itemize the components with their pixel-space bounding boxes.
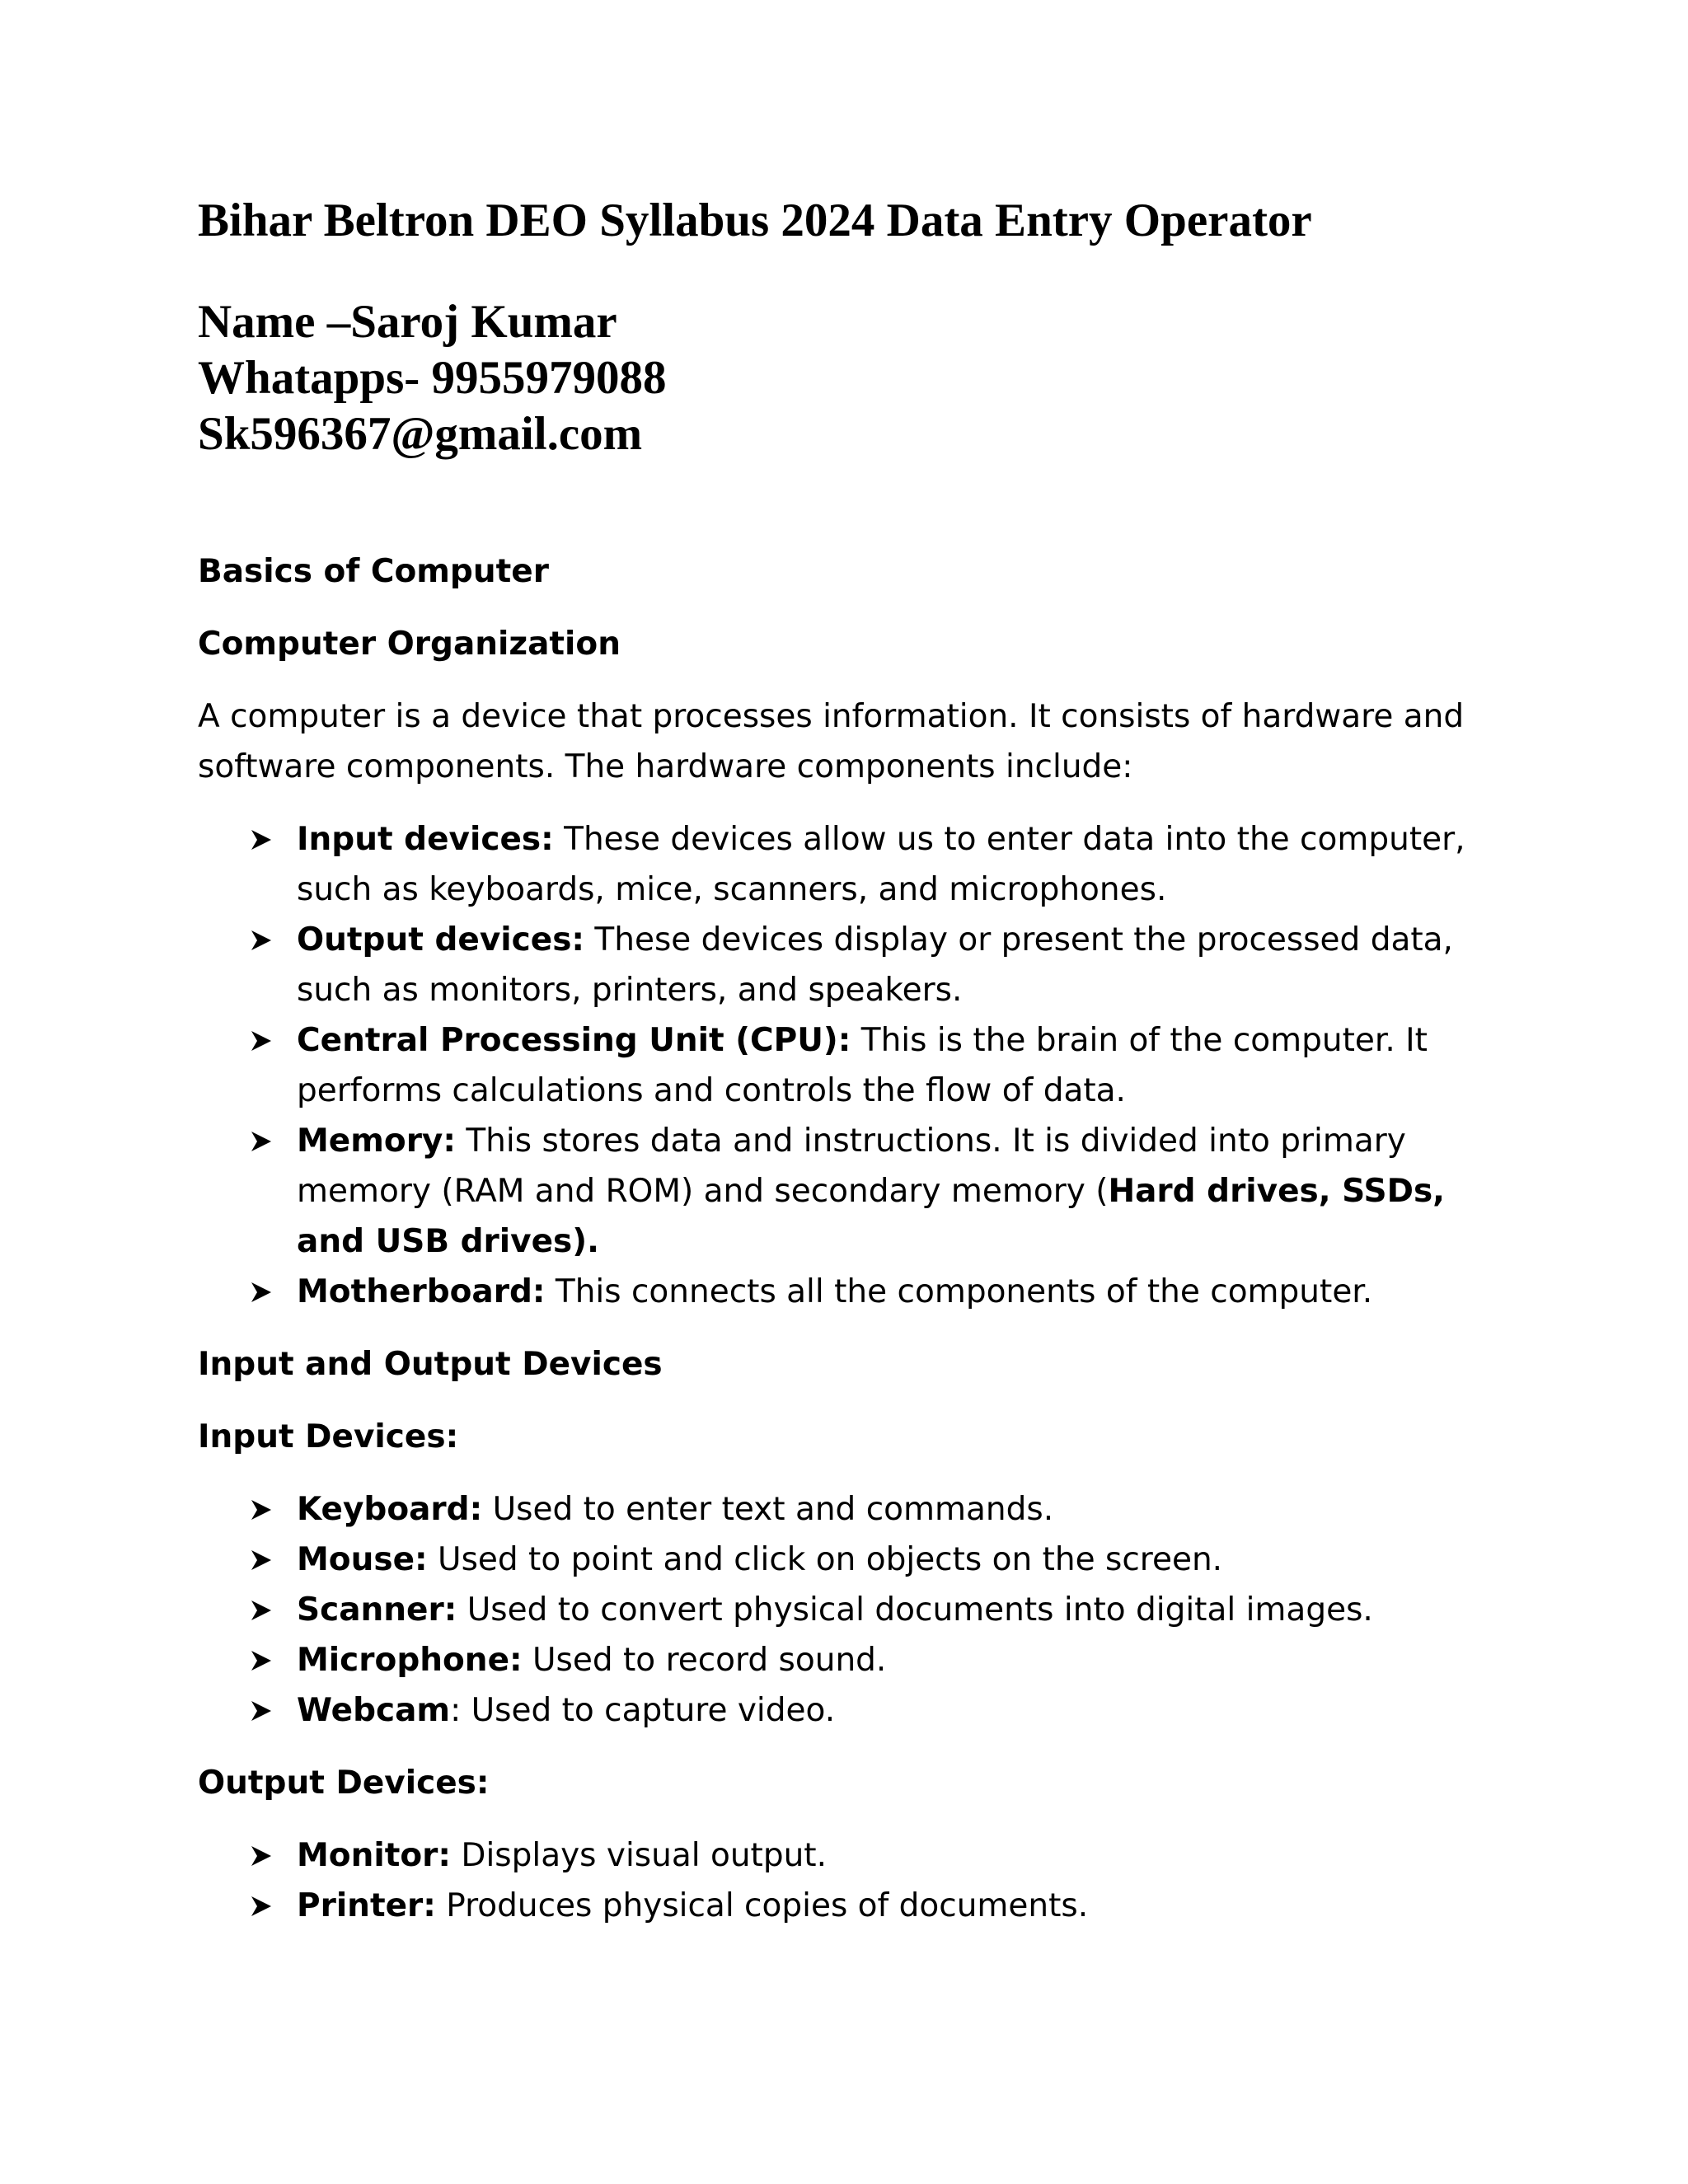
- section-heading: Basics of Computer: [198, 553, 549, 590]
- list-item: [297, 1484, 1517, 1535]
- item-term: Monitor:: [297, 1837, 452, 1874]
- arrow-bullet-icon: [249, 1129, 274, 1154]
- arrow-bullet-icon: [249, 1029, 274, 1053]
- item-text: : Used to capture video.: [450, 1692, 836, 1729]
- item-text: Used to convert physical documents into digital images.: [457, 1591, 1373, 1629]
- contact-whatsapp: Whatapps- 9955979088: [198, 352, 667, 404]
- item-text: Displays visual output.: [451, 1837, 827, 1874]
- item-text: Used to enter text and commands.: [482, 1491, 1054, 1528]
- arrow-bullet-icon: [249, 1497, 274, 1522]
- contact-block: [198, 294, 1517, 462]
- list-item: [297, 814, 1517, 915]
- input-devices-list: [198, 1484, 1517, 1736]
- arrow-bullet-icon: [249, 928, 274, 953]
- item-term: Scanner:: [297, 1591, 457, 1629]
- document-title: Bihar Beltron DEO Syllabus 2024 Data Entry Operator: [198, 194, 1312, 246]
- list-item: [297, 1535, 1517, 1585]
- output-devices-heading: Output Devices:: [198, 1765, 490, 1802]
- item-term: Input devices:: [297, 821, 554, 858]
- item-term: Keyboard:: [297, 1491, 483, 1528]
- item-text: This connects all the components of the computer.: [545, 1273, 1373, 1310]
- list-item: [297, 915, 1517, 1015]
- arrow-bullet-icon: [249, 1648, 274, 1673]
- intro-paragraph: A computer is a device that processes information. It consists of hardware and software components. The hardware components include:: [198, 698, 1465, 785]
- item-term: Memory:: [297, 1122, 456, 1160]
- item-text: Used to record sound.: [522, 1642, 887, 1679]
- arrow-bullet-icon: [249, 1598, 274, 1623]
- hardware-list: [198, 814, 1517, 1317]
- list-item: [297, 1830, 1517, 1881]
- list-item: [297, 1116, 1517, 1267]
- contact-email: Sk596367@gmail.com: [198, 408, 643, 460]
- list-item: [297, 1585, 1517, 1635]
- arrow-bullet-icon: [249, 1844, 274, 1868]
- item-term: Printer:: [297, 1887, 436, 1924]
- item-term: Output devices:: [297, 921, 585, 958]
- contact-name: Name –Saroj Kumar: [198, 296, 617, 348]
- io-heading: Input and Output Devices: [198, 1346, 663, 1383]
- output-devices-list: [198, 1830, 1517, 1931]
- input-devices-heading: Input Devices:: [198, 1418, 459, 1455]
- item-term: Motherboard:: [297, 1273, 546, 1310]
- list-item: [297, 1635, 1517, 1685]
- item-text: This is the brain of the computer. It performs calculations and controls the flow of data.: [297, 1022, 1428, 1109]
- arrow-bullet-icon: [249, 1548, 274, 1572]
- section-subheading: Computer Organization: [198, 626, 621, 663]
- list-item: [297, 1015, 1517, 1116]
- item-text: Used to point and click on objects on the screen.: [427, 1541, 1223, 1578]
- item-bold-tail: Hard drives, SSDs, and USB drives).: [297, 1173, 1445, 1260]
- item-text: These devices display or present the processed data, such as monitors, printers, and speakers.: [297, 921, 1453, 1009]
- arrow-bullet-icon: [249, 1280, 274, 1305]
- item-text: This stores data and instructions. It is divided into primary memory (RAM and ROM) and secondary memory (: [297, 1122, 1406, 1210]
- arrow-bullet-icon: [249, 1699, 274, 1723]
- list-item: [297, 1267, 1517, 1317]
- item-text: These devices allow us to enter data into the computer, such as keyboards, mice, scanners, and microphones.: [297, 821, 1465, 908]
- arrow-bullet-icon: [249, 827, 274, 852]
- item-term: Webcam: [297, 1692, 451, 1729]
- item-term: Microphone:: [297, 1642, 523, 1679]
- document-page: [198, 194, 1517, 1931]
- item-term: Mouse:: [297, 1541, 428, 1578]
- list-item: [297, 1685, 1517, 1736]
- item-text: Produces physical copies of documents.: [435, 1887, 1089, 1924]
- arrow-bullet-icon: [249, 1894, 274, 1919]
- item-term: Central Processing Unit (CPU):: [297, 1022, 851, 1059]
- list-item: [297, 1881, 1517, 1931]
